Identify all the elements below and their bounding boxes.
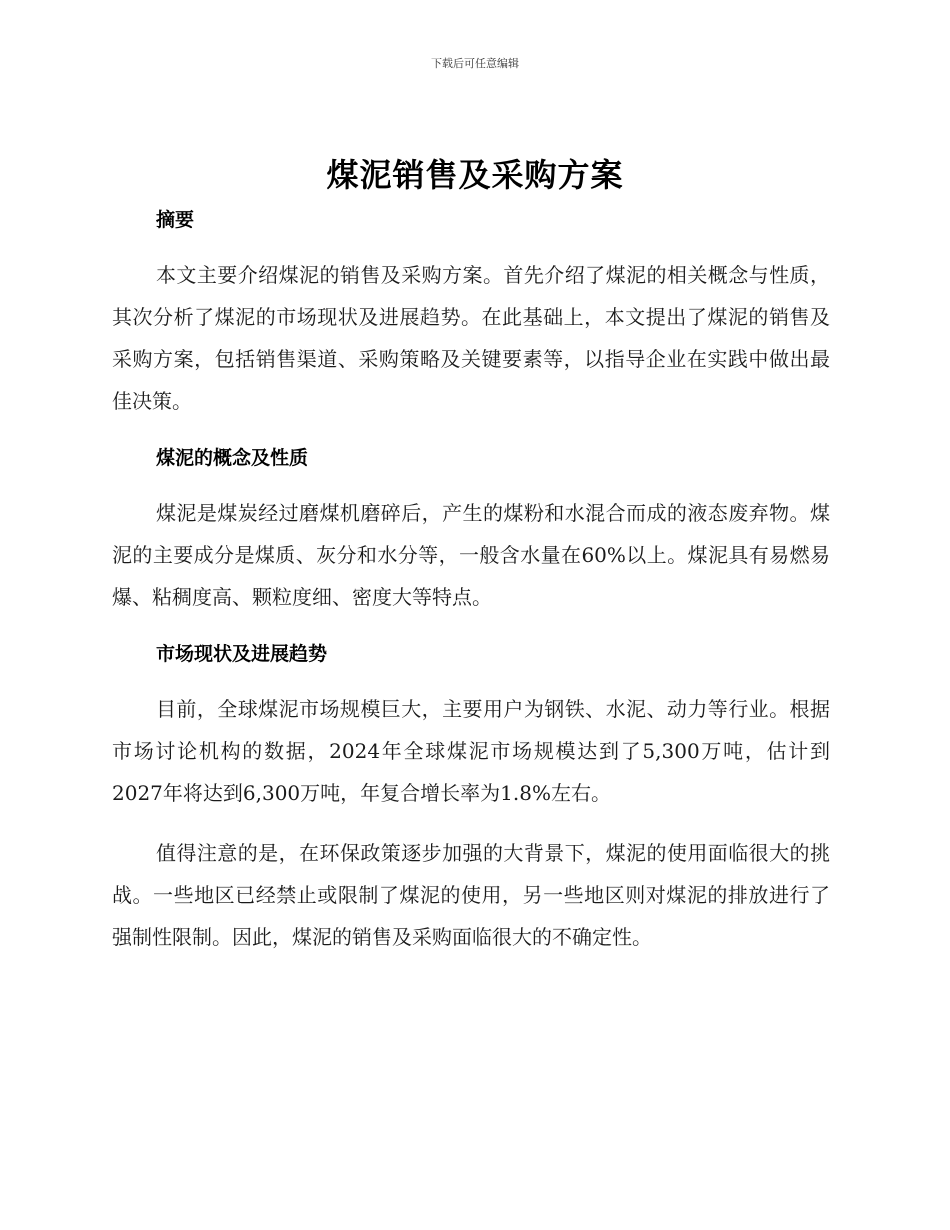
page-header-note: 下载后可任意编辑 (431, 57, 519, 70)
document-body (112, 202, 830, 958)
paragraph-market-1: 目前，全球煤泥市场规模巨大，主要用户为钢铁、水泥、动力等行业。根据市场讨论机构的数据，2024年全球煤泥市场规模达到了5,300万吨，估计到2027年将达到6,300万吨，年复合增长率为1.8%左右。 (112, 697, 830, 805)
paragraph-market-2: 值得注意的是，在环保政策逐步加强的大背景下，煤泥的使用面临很大的挑战。一些地区已经禁止或限制了煤泥的使用，另一些地区则对煤泥的排放进行了强制性限制。因此，煤泥的销售及采购面临很大的不确定性。 (112, 841, 830, 949)
paragraph-abstract: 本文主要介绍煤泥的销售及采购方案。首先介绍了煤泥的相关概念与性质，其次分析了煤泥的市场现状及进展趋势。在此基础上，本文提出了煤泥的销售及采购方案，包括销售渠道、采购策略及关键要素等，以指导企业在实践中做出最佳决策。 (112, 263, 830, 413)
section-heading-concept: 煤泥的概念及性质 (156, 447, 309, 469)
paragraph-concept: 煤泥是煤炭经过磨煤机磨碎后，产生的煤粉和水混合而成的液态废弃物。煤泥的主要成分是煤质、灰分和水分等，一般含水量在60%以上。煤泥具有易燃易爆、粘稠度高、颗粒度细、密度大等特点。 (112, 501, 830, 609)
document-title: 煤泥销售及采购方案 (326, 156, 624, 194)
section-heading-abstract: 摘要 (156, 209, 195, 231)
section-heading-market: 市场现状及进展趋势 (156, 643, 328, 665)
